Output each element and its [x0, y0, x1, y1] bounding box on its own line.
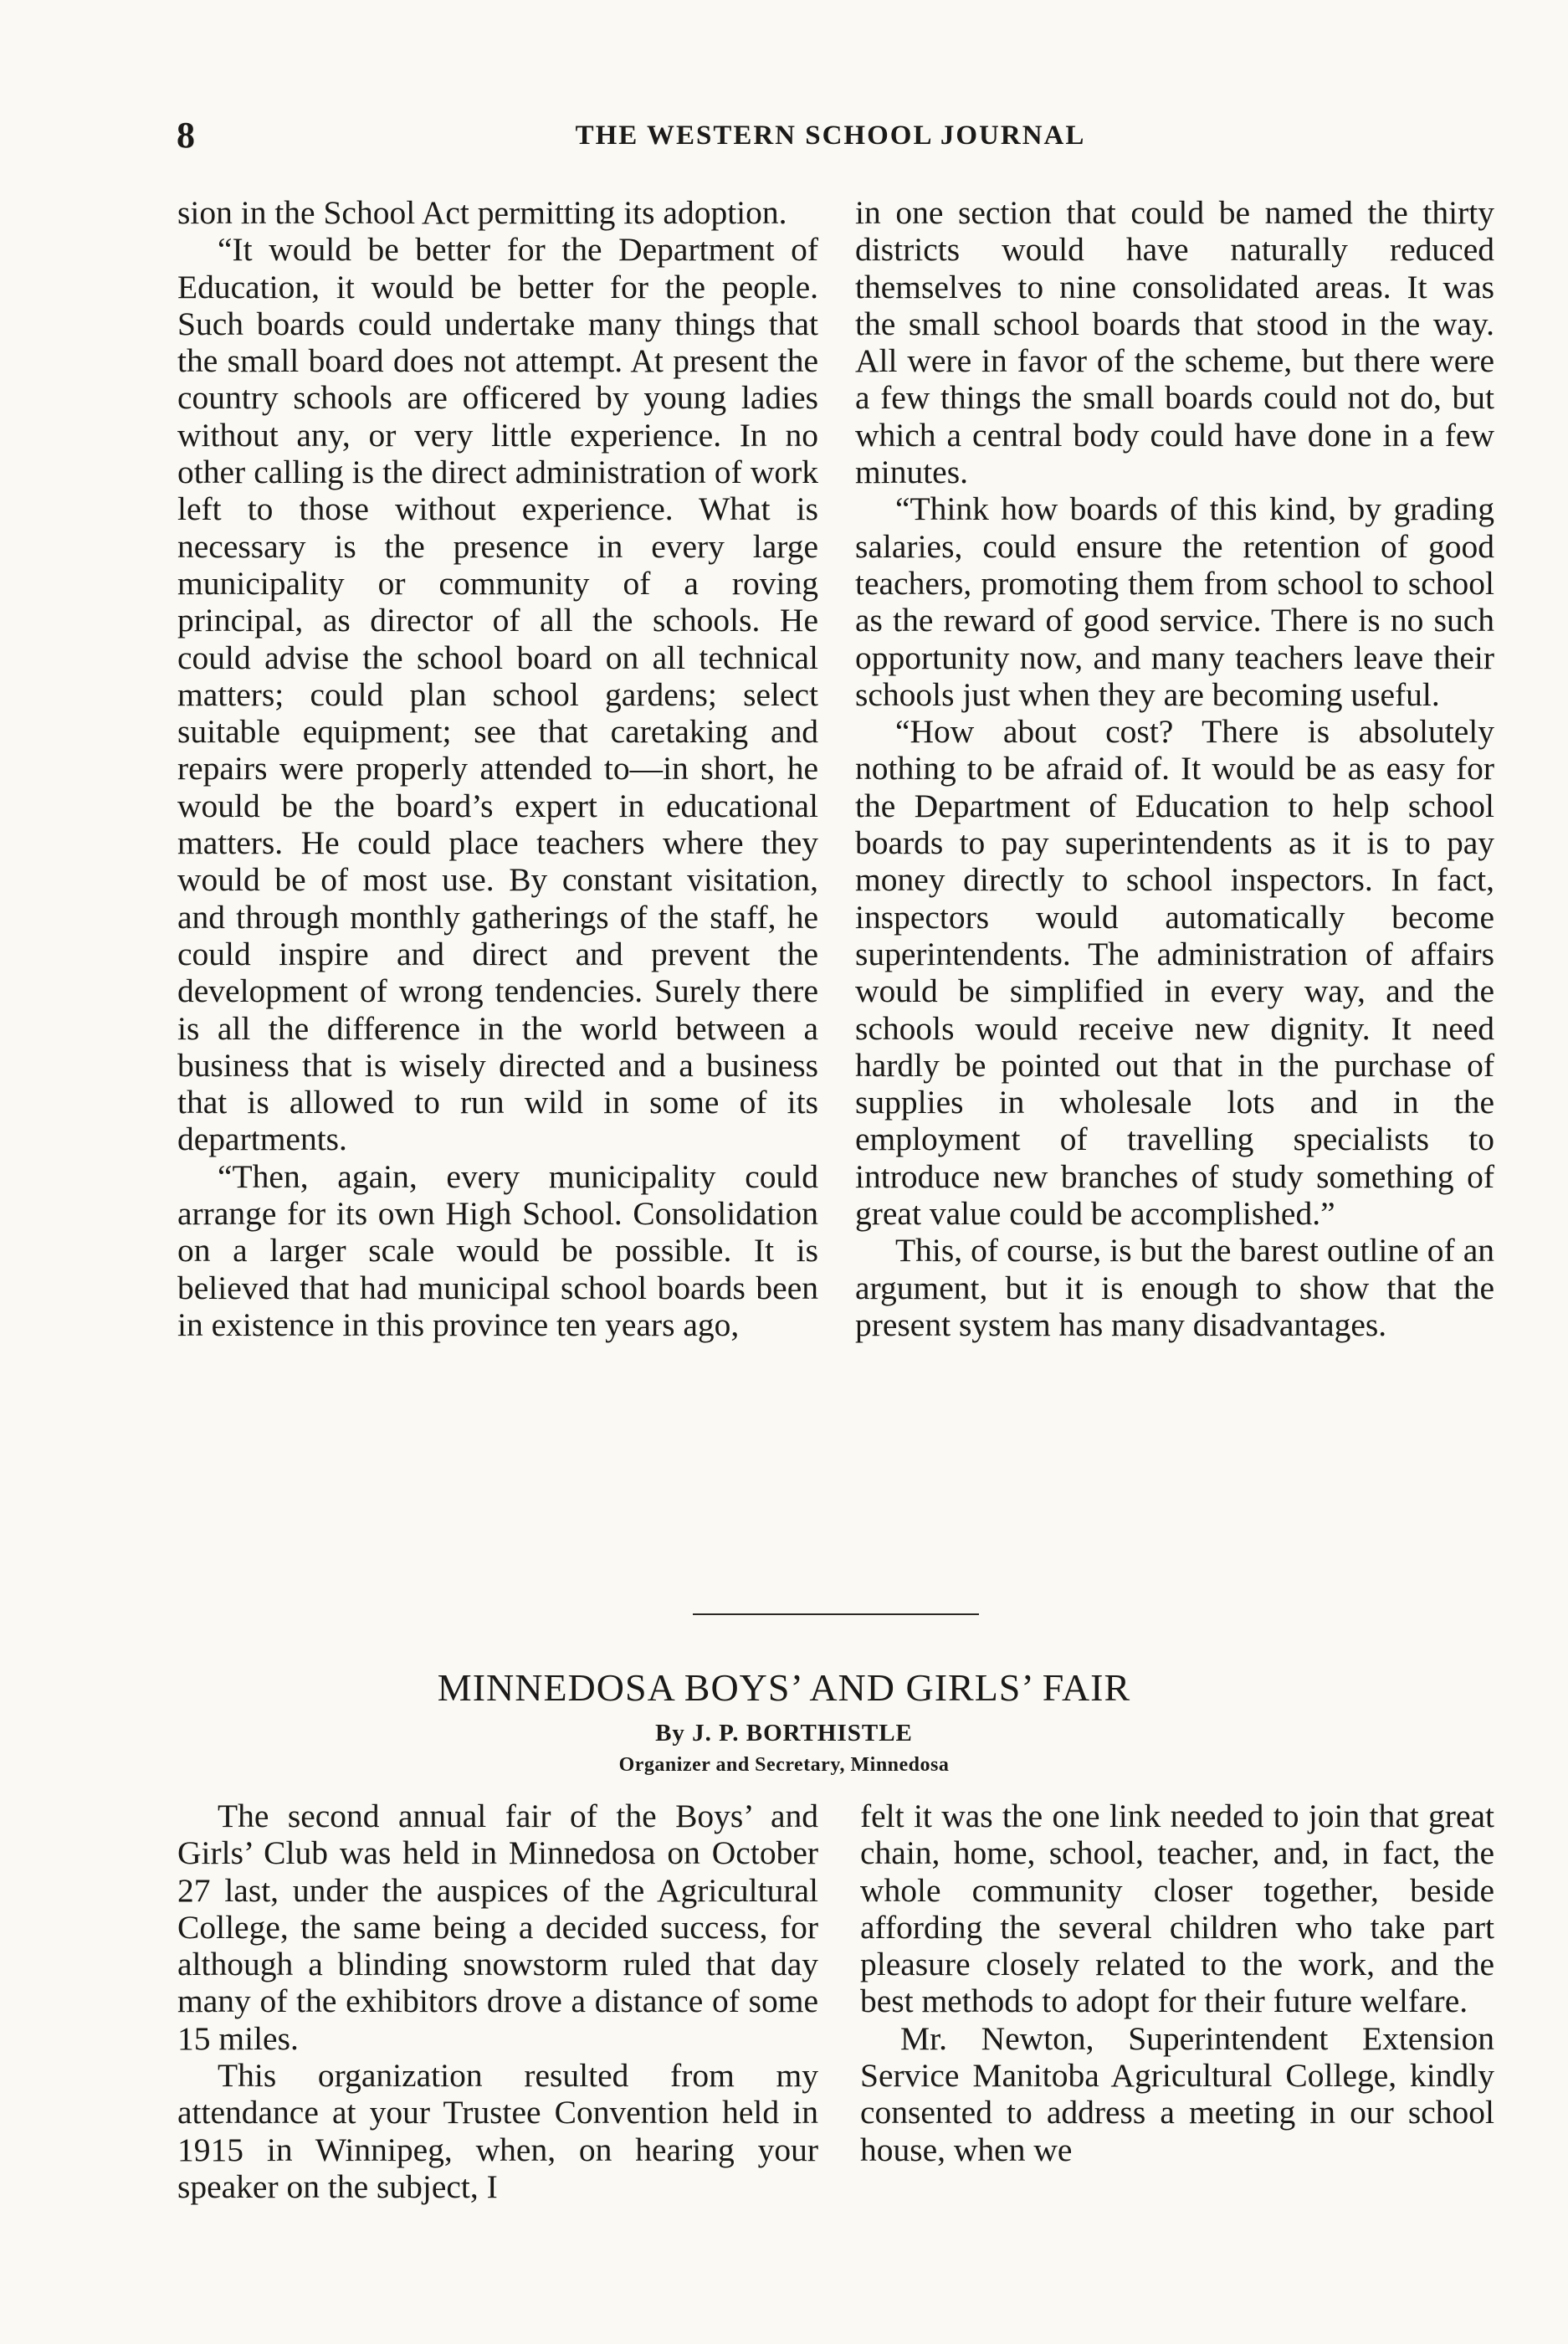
- paragraph: This, of course, is but the barest outline of an argument, but it is enough to show that the present system has many disadvantages.: [855, 1232, 1494, 1343]
- article-title: MINNEDOSA BOYS’ AND GIRLS’ FAIR: [437, 1666, 1131, 1709]
- paragraph: This organization resulted from my attendance at your Trustee Convention held in 1915 in Winnipeg, when, on hearing your speaker on the subject, I: [177, 2057, 818, 2205]
- paragraph: “It would be better for the Department of Education, it would be better for the people. Such boards could undertake many things that the small board does not attempt. At present the country schools are officered by young ladies without any, or very little experience. In no other calling is the direct administration of work left to those without experience. What is necessary is the presence in every large municipality or community of a roving principal, as director of all the schools. He could advise the school board on all technical matters; could plan school gardens; select suitable equipment; see that caretaking and repairs were properly attended to—in short, he would be the board’s expert in educational matters. He could place teachers where they would be of most use. By constant visitation, and through monthly gatherings of the staff, he could inspire and direct and prevent the development of wrong tendencies. Surely there is all the difference in the world between a business that is wisely directed and a business that is allowed to run wild in some of its departments.: [177, 231, 818, 1158]
- journal-title: THE WESTERN SCHOOL JOURNAL: [575, 121, 1086, 151]
- paragraph: Mr. Newton, Superintendent Extension Service Manitoba Agricultural College, kindly consented to address a meeting in our school house, when we: [860, 2019, 1494, 2168]
- page-header: [172, 105, 1489, 164]
- article-byline-role: Organizer and Secretary, Minnedosa: [618, 1754, 950, 1776]
- section-divider: [693, 1613, 979, 1615]
- article-byline: By J. P. BORTHISTLE: [655, 1720, 913, 1746]
- paragraph: sion in the School Act permitting its adoption.: [177, 194, 787, 231]
- paragraph: “Then, again, every municipality could arrange for its own High School. Consolidation on a larger scale would be possible. It is believed that had municipal school boards been in existence in this province ten years ago,: [177, 1157, 818, 1343]
- page-number: 8: [177, 115, 195, 156]
- paragraph: “Think how boards of this kind, by grading salaries, could ensure the retention of good teachers, promoting them from school to school as the reward of good service. There is no such opportunity now, and many teachers leave their schools just when they are becoming useful.: [855, 490, 1494, 713]
- upper-right-column: [855, 194, 1494, 1343]
- paragraph: felt it was the one link needed to join that great chain, home, school, teacher, and, in fact, the whole community closer together, beside affording the several children who take part pleasure closely related to the work, and the best methods to adopt for their future welfare.: [860, 1798, 1494, 2020]
- paragraph: The second annual fair of the Boys’ and Girls’ Club was held in Minnedosa on October 27 last, under the auspices of the Agricultural College, the same being a decided success, for although a blinding snowstorm ruled that day many of the exhibitors drove a distance of some 15 miles.: [177, 1798, 818, 2057]
- paragraph: “How about cost? There is absolutely nothing to be afraid of. It would be as easy for the Department of Education to help school boards to pay superintendents as it is to pay money directly to school inspectors. In fact, inspectors would automatically become superintendents. The administration of affairs would be simplified in every way, and the schools would receive new dignity. It need hardly be pointed out that in the purchase of supplies in wholesale lots and in the employment of travelling specialists to introduce new branches of study something of great value could be accomplished.”: [855, 713, 1494, 1233]
- article-left-column: [177, 1798, 818, 2205]
- paragraph: in one section that could be named the thirty districts would have naturally reduced themselves to nine consolidated areas. It was the small school boards that stood in the way. All were in favor of the scheme, but there were a few things the small boards could not do, but which a central body could have done in a few minutes.: [855, 194, 1494, 491]
- article-right-column: [860, 1798, 1494, 2168]
- upper-left-column: [177, 194, 818, 1343]
